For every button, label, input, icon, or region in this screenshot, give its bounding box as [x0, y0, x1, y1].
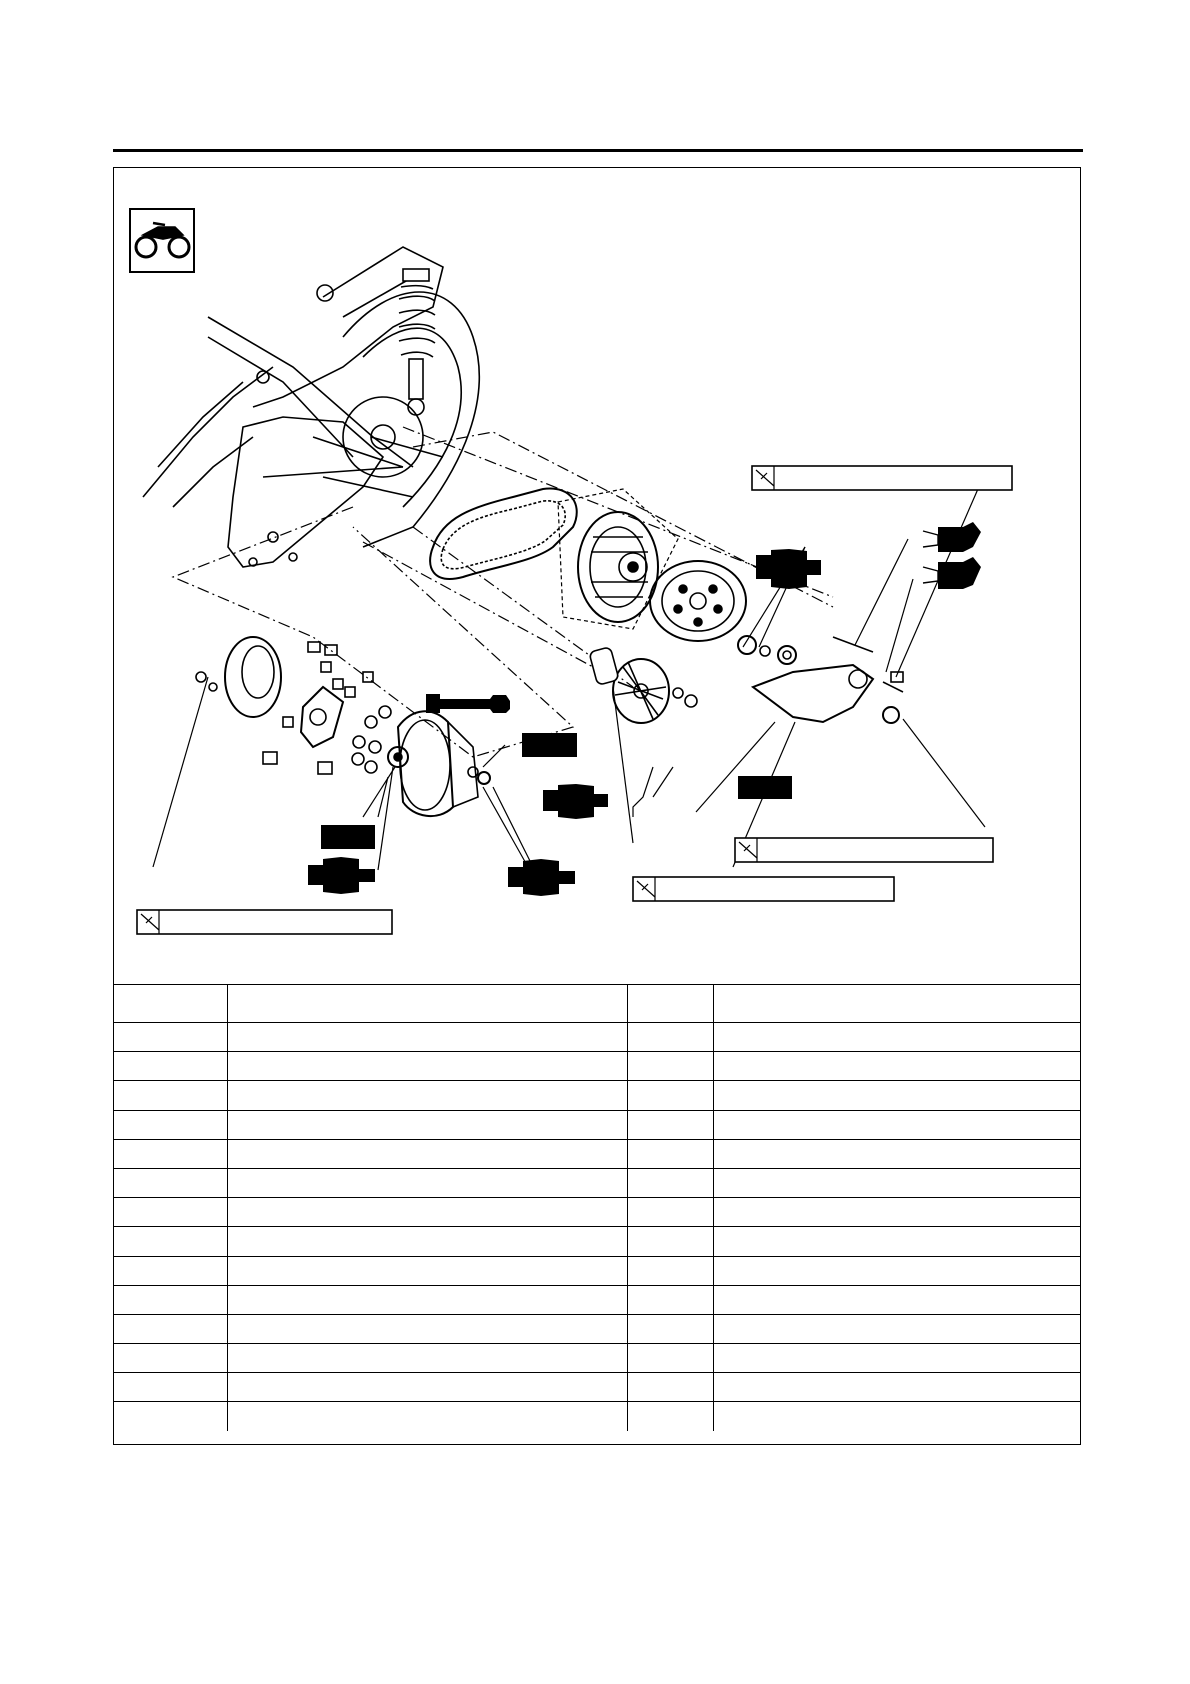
table-row: [113, 985, 1081, 1023]
table-cell: [113, 1081, 227, 1110]
sliding-sheave: [388, 711, 490, 816]
table-cell: [713, 1081, 1081, 1110]
table-cell: [627, 1168, 713, 1197]
table-cell: [713, 1139, 1081, 1168]
table-row: [113, 1285, 1081, 1314]
parts-table: [113, 984, 1081, 1431]
table-cell: [627, 1081, 713, 1110]
table-cell: [227, 1198, 627, 1227]
table-cell: [627, 1052, 713, 1081]
table-row: [113, 1052, 1081, 1081]
table-cell: [713, 1052, 1081, 1081]
table-cell: [713, 1168, 1081, 1197]
table-row: [113, 1139, 1081, 1168]
table-cell: [713, 1314, 1081, 1343]
shock-absorber: [399, 269, 435, 415]
table-cell: [627, 1110, 713, 1139]
table-cell: [113, 1402, 227, 1431]
black-label-b: [321, 825, 375, 849]
table-cell: [113, 1168, 227, 1197]
table-cell: [227, 1227, 627, 1256]
table-row: [113, 1023, 1081, 1052]
motorcycle-icon: [130, 209, 194, 272]
black-label-a: [522, 733, 577, 757]
fan-pulley: [613, 659, 697, 723]
table-row: [113, 1227, 1081, 1256]
table-cell: [713, 1402, 1081, 1431]
table-cell: [627, 1402, 713, 1431]
table-cell: [227, 1256, 627, 1285]
table-cell: [627, 1256, 713, 1285]
table-row: [113, 1081, 1081, 1110]
table-cell: [113, 1023, 227, 1052]
wheel-hub: [323, 292, 479, 547]
table-cell: [113, 1285, 227, 1314]
black-label-c: [738, 776, 792, 799]
table-cell: [113, 1256, 227, 1285]
table-cell: [113, 1373, 227, 1402]
table-cell: [227, 1052, 627, 1081]
table-cell: [627, 985, 713, 1023]
table-cell: [113, 1052, 227, 1081]
table-row: [113, 1314, 1081, 1343]
table-cell: [627, 1344, 713, 1373]
header-rule: [113, 149, 1083, 152]
table-cell: [227, 1285, 627, 1314]
table-cell: [227, 1373, 627, 1402]
cover-plate: [196, 637, 281, 717]
table-row: [113, 1344, 1081, 1373]
table-cell: [713, 1023, 1081, 1052]
clutch-housing: [650, 561, 746, 641]
table-cell: [713, 1110, 1081, 1139]
sealant-icon: [923, 522, 981, 589]
table-cell: [713, 1227, 1081, 1256]
table-cell: [627, 1314, 713, 1343]
table-row: [113, 1198, 1081, 1227]
v-belt: [430, 489, 577, 579]
table-cell: [713, 1198, 1081, 1227]
table-cell: [227, 1314, 627, 1343]
table-row: [113, 1402, 1081, 1431]
table-cell: [113, 1227, 227, 1256]
table-cell: [227, 985, 627, 1023]
table-row: [113, 1256, 1081, 1285]
table-cell: [227, 1344, 627, 1373]
table-cell: [227, 1081, 627, 1110]
torque-spec-box-1: [752, 466, 1012, 490]
table-cell: [227, 1139, 627, 1168]
table-cell: [627, 1373, 713, 1402]
table-cell: [227, 1110, 627, 1139]
table-row: [113, 1168, 1081, 1197]
table-cell: [113, 1139, 227, 1168]
table-cell: [227, 1023, 627, 1052]
table-cell: [227, 1168, 627, 1197]
table-cell: [713, 1285, 1081, 1314]
table-cell: [627, 1023, 713, 1052]
torque-spec-box-4: [137, 910, 392, 934]
table-cell: [713, 985, 1081, 1023]
torque-spec-box-2: [735, 838, 993, 862]
table-row: [113, 1110, 1081, 1139]
table-cell: [113, 1314, 227, 1343]
table-cell: [227, 1402, 627, 1431]
table-cell: [713, 1344, 1081, 1373]
collar: [589, 647, 619, 686]
table-cell: [113, 1198, 227, 1227]
weights: [352, 706, 391, 773]
table-cell: [627, 1139, 713, 1168]
exploded-diagram: [113, 167, 1081, 985]
table-cell: [113, 1110, 227, 1139]
swing-arm: [753, 637, 903, 723]
table-row: [113, 1373, 1081, 1402]
table-cell: [627, 1198, 713, 1227]
torque-spec-box-3: [633, 877, 894, 901]
table-cell: [113, 1344, 227, 1373]
table-cell: [627, 1285, 713, 1314]
table-cell: [627, 1227, 713, 1256]
table-cell: [713, 1256, 1081, 1285]
table-cell: [713, 1373, 1081, 1402]
table-cell: [113, 985, 227, 1023]
